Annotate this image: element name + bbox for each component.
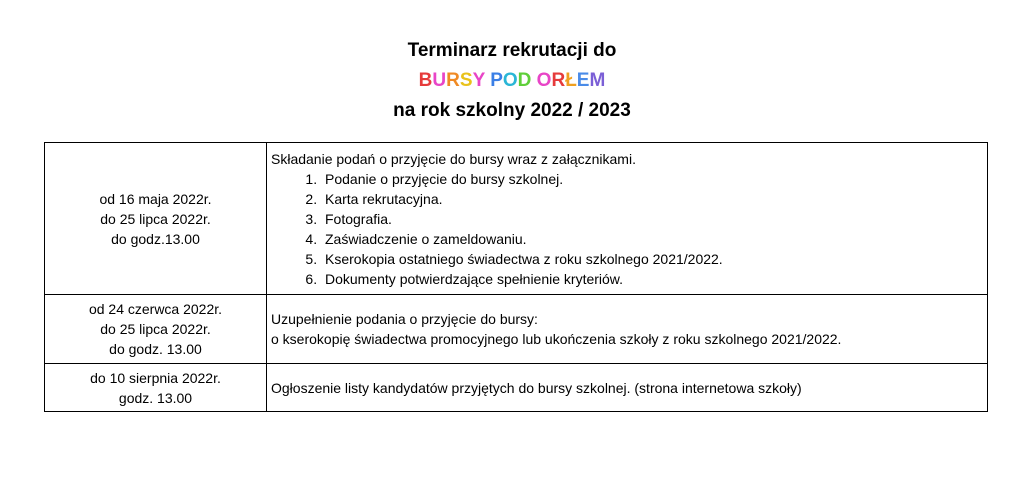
date-line: do 25 lipca 2022r. [100,321,211,337]
brand-letter: R [446,70,460,91]
brand-name [0,66,1024,96]
date-line: do 25 lipca 2022r. [100,210,211,227]
date-line: od 16 maja 2022r. [99,190,212,207]
brand-letter: O [536,70,552,91]
date-line: do godz.13.00 [111,230,200,247]
description-line: Uzupełnienie podania o przyjęcie do bursy: [271,311,538,327]
date-cell [45,364,267,412]
title-line-1: Terminarz rekrutacji do [407,40,617,61]
document-title [0,36,1024,126]
table-row [45,143,988,295]
list-item: 4. Zaświadczenie o zameldowaniu. [321,229,986,249]
brand-letter: E [576,70,590,91]
description-cell [267,295,988,364]
date-cell [45,143,267,295]
list-item: 6. Dokumenty potwierdzające spełnienie kryteriów. [321,269,986,289]
list-item: 1. Podanie o przyjęcie do bursy szkolnej. [321,169,986,189]
attachments-list [271,169,986,289]
brand-letter: Ł [565,70,577,91]
brand-letter: U [432,70,447,91]
table-row [45,295,988,364]
date-line: do godz. 13.00 [109,341,202,357]
schedule-table [44,142,988,412]
date-line: do 10 sierpnia 2022r. [90,369,221,386]
list-item: 3. Fotografia. [321,209,986,229]
description-line: o kserokopię świadectwa promocyjnego lub ukończenia szkoły z roku szkolnego 2021/2022. [271,331,842,347]
description-cell [267,143,988,295]
description-intro: Składanie podań o przyjęcie do bursy wraz z załącznikami. [271,150,636,167]
title-line-3: na rok szkolny 2022 / 2023 [393,100,631,121]
list-item: 2. Karta rekrutacyjna. [321,189,986,209]
brand-letter: P [490,70,503,91]
brand-letter: B [418,70,433,91]
date-line: od 24 czerwca 2022r. [88,301,223,317]
date-line: godz. 13.00 [118,389,193,406]
brand-letter: D [517,70,532,91]
table-row [45,364,988,412]
brand-letter: M [589,70,606,91]
description-cell [267,364,988,412]
brand-letter: S [459,70,473,91]
description-line: Ogłoszenie listy kandydatów przyjętych do bursy szkolnej. (strona internetowa szkoły) [271,379,802,396]
brand-letter: O [502,70,518,91]
brand-letter: R [551,70,566,91]
list-item: 5. Kserokopia ostatniego świadectwa z roku szkolnego 2021/2022. [321,249,986,269]
date-cell [45,295,267,364]
brand-letter: Y [472,70,485,91]
